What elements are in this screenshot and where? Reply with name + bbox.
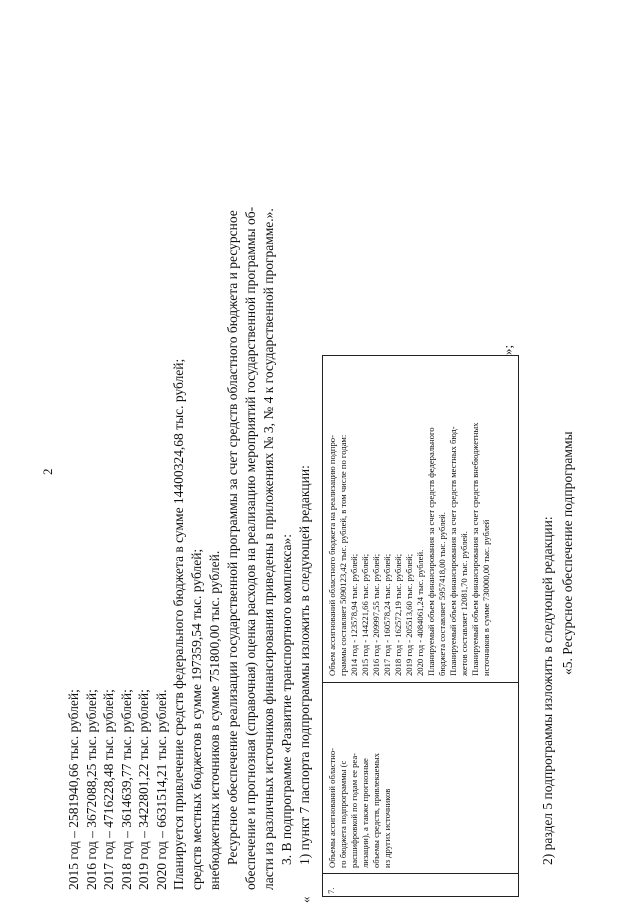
year-line: 2018 год – 3614639,77 тыс. рублей; <box>118 689 134 890</box>
passport-table <box>322 355 519 897</box>
paragraph-subprogram-heading: 3. В подпрограмме «Развитие транспортного комплекса»: <box>279 534 294 865</box>
value-line: 2014 год - 123578,94 тыс. рублей; <box>349 553 359 676</box>
year-line: 2016 год – 3672088,25 тыс. рублей; <box>83 689 99 890</box>
table-open-quote: « <box>298 896 313 903</box>
yearly-funding-list <box>65 689 171 890</box>
paragraph-item-7: 1) пункт 7 паспорта подпрограммы изложить в следующей редакции: <box>297 465 312 865</box>
table-close-quote: »; <box>500 344 515 355</box>
value-line: жетов составляет 12081,70 тыс. рублей. <box>459 531 469 676</box>
paragraph-section-5: 2) раздел 5 подпрограммы изложить в следующей редакции: <box>540 516 555 865</box>
value-line: Планируемый объем финансирования за счет средств внебюджетных <box>470 422 480 676</box>
paragraph-section-5-heading: «5. Ресурсное обеспечение подпрограммы <box>560 431 575 675</box>
value-line: Планируемый объем финансирования за счет средств федерального <box>426 427 436 676</box>
value-line: Планируемый объем финансирования за счет средств местных бюд- <box>448 426 458 676</box>
paragraph-resource-provision-cont: обеспечение и прогнозная (справочная) оценка расходов на реализацию мероприятий государственной программы об- <box>243 206 258 890</box>
value-line: бюджета составляет 5957418,00 тыс. рублей. <box>437 512 447 676</box>
page-number: 2 <box>40 468 55 475</box>
value-line: граммы составляет 5090123,42 тыс. рублей, в том числе по годам: <box>338 434 348 676</box>
table-row-label: Объемы ассигнований областно- го бюджета подпрограммы (с расшифровкой по годам ее реа- лизации), а также прогнозные объемы средств, привлекаемых из других источников <box>323 682 518 873</box>
year-line: 2015 год – 2581940,66 тыс. рублей; <box>66 689 81 890</box>
paragraph-local-budgets: средств местных бюджетов в сумме 197359,54 тыс. рублей; <box>189 548 204 890</box>
year-line: 2019 год – 3422801,22 тыс. рублей; <box>136 689 152 890</box>
table-row-number: 7. <box>323 873 518 896</box>
value-line: 2016 год - 209997,55 тыс. рублей; <box>371 553 381 676</box>
value-line: 2015 год - 144221,66 тыс. рублей; <box>360 553 370 676</box>
table-row-value <box>323 356 518 682</box>
value-line: источников в сумме 730000,00 тыс. рублей <box>481 519 491 676</box>
paragraph-resource-provision-end: ласти из различных источников финансирования приведены в приложениях № 3, № 4 к государственной программе.». <box>261 208 276 890</box>
paragraph-federal-budget: Планируется привлечение средств федерального бюджета в сумме 14400324,68 тыс. рублей; <box>171 358 186 890</box>
value-line: 2020 год - 4084061,24 тыс. рублей. <box>415 549 425 676</box>
year-line: 2020 год – 6631514,21 тыс. рублей. <box>153 689 169 890</box>
year-line: 2017 год – 4716228,48 тыс. рублей; <box>101 689 117 890</box>
value-line: Объем ассигнований областного бюджета на реализацию подпро- <box>327 435 337 676</box>
paragraph-resource-provision: Ресурсное обеспечение реализации государственной программы за счет средств областного бюджета и ресурсное <box>225 210 240 865</box>
value-line: 2018 год - 162572,19 тыс. рублей; <box>393 553 403 676</box>
paragraph-extrabudgetary: внебюджетных источников в сумме 751800,00 тыс. рублей. <box>207 550 222 890</box>
value-line: 2019 год - 205513,60 тыс. рублей; <box>404 553 414 676</box>
value-line: 2017 год - 160578,24 тыс. рублей; <box>382 553 392 676</box>
